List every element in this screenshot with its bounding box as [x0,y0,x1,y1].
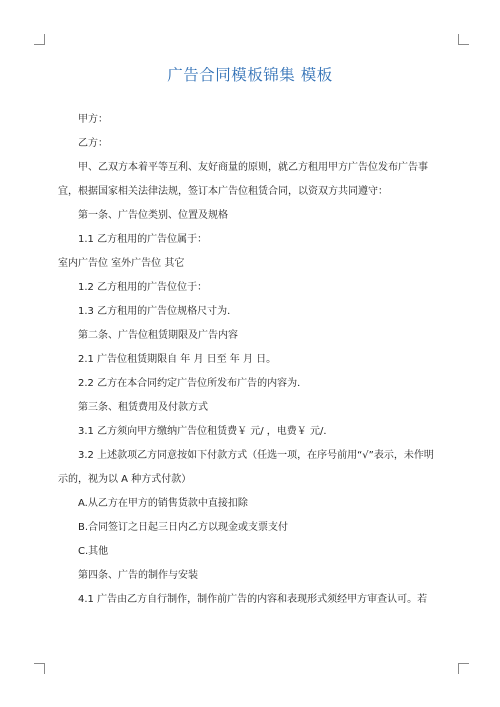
clause-3-2-line-1: 3.2 上述款项乙方同意按如下付款方式（任选一项，在序号前用“√”表示，未作明 [78,450,434,461]
preamble-line-2: 宜，根据国家相关法律法规，签订本广告位租赁合同，以资双方共同遵守： [58,186,388,197]
clause-4-1: 4.1 广告由乙方自行制作，制作前广告的内容和表现形式须经甲方审查认可。若 [78,594,428,605]
clause-1-1: 1.1 乙方租用的广告位属于： [78,234,208,245]
crop-mark-top-left [34,34,45,45]
clause-1-3: 1.3 乙方租用的广告位规格尺寸为． [78,306,238,317]
clause-2-2: 2.2 乙方在本合同约定广告位所发布广告的内容为． [78,378,308,389]
party-b-line: 乙方： [78,138,108,149]
crop-mark-bottom-right [458,663,469,674]
clause-1-1-options: 室内广告位 室外广告位 其它 [58,258,185,269]
article-2-heading: 第二条、广告位租赁期限及广告内容 [78,330,238,341]
party-a-line: 甲方： [78,114,108,125]
article-3-heading: 第三条、租赁费用及付款方式 [78,402,208,413]
payment-option-a: A.从乙方在甲方的销售货款中直接扣除 [78,498,248,509]
clause-2-1: 2.1 广告位租赁期限自 年 月 日至 年 月 日。 [78,354,277,365]
clause-3-2-line-2: 示的，视为以 A 种方式付款） [58,474,192,485]
article-4-heading: 第四条、广告的制作与安装 [78,570,198,581]
preamble-line-1: 甲、乙双方本着平等互利、友好商量的原则，就乙方租用甲方广告位发布广告事 [78,162,428,173]
document-body [58,113,442,617]
document-title: 广告合同模板锦集 模板 [167,66,333,84]
clause-3-1: 3.1 乙方须向甲方缴纳广告位租赁费￥ 元/ ，电费￥ 元/． [78,426,334,437]
article-1-heading: 第一条、广告位类别、位置及规格 [78,210,228,221]
payment-option-c: C.其他 [78,546,109,557]
clause-1-2: 1.2 乙方租用的广告位位于： [78,282,208,293]
crop-mark-top-right [458,34,469,45]
payment-option-b: B.合同签订之日起三日内乙方以现金或支票支付 [78,522,289,533]
crop-mark-bottom-left [34,663,45,674]
